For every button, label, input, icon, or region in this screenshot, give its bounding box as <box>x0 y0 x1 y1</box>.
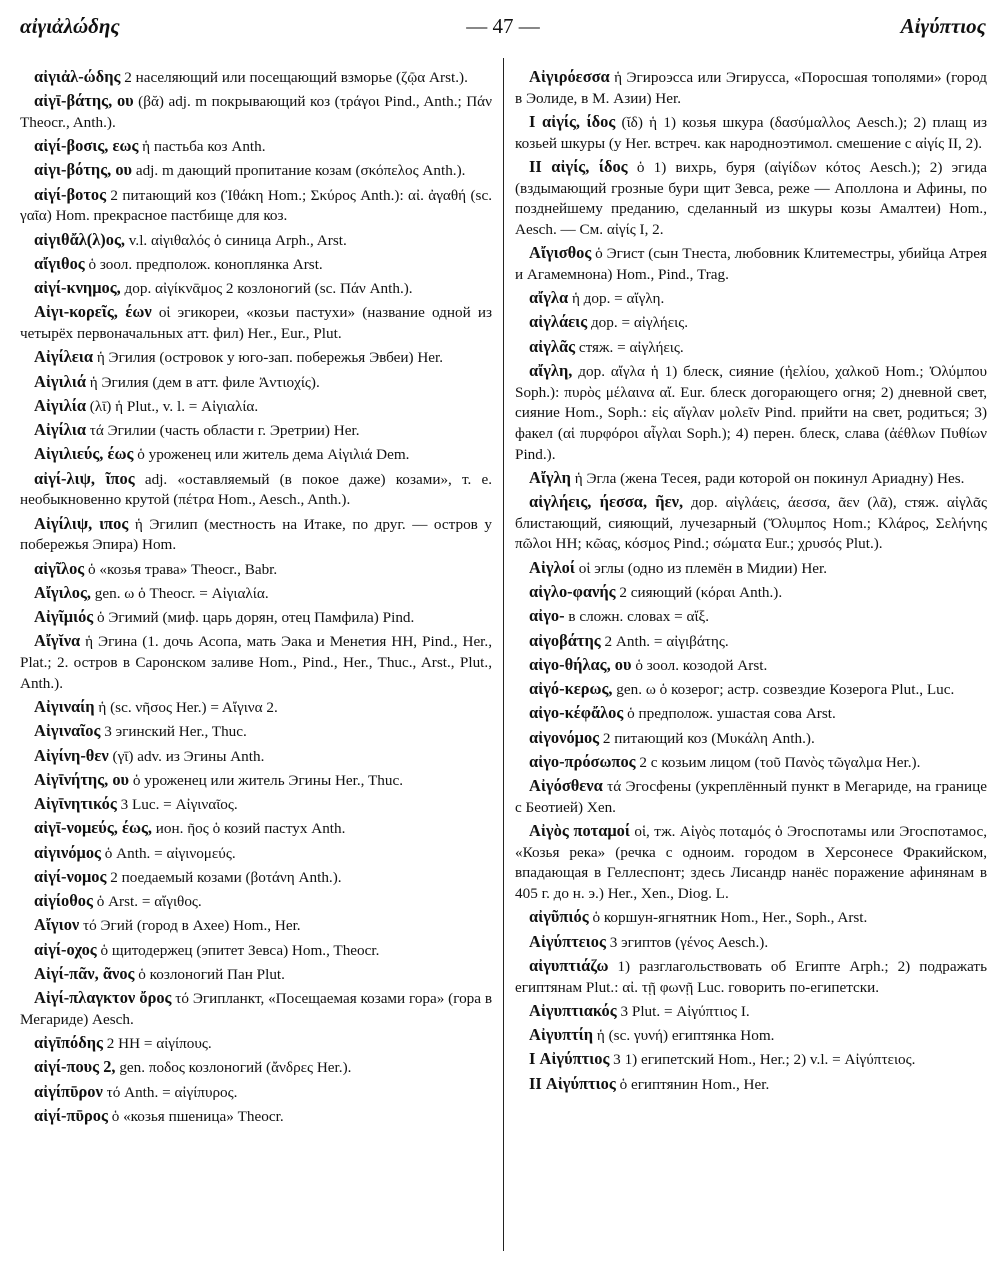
dictionary-entry <box>20 630 492 694</box>
entry-headword: αἰγλήεις, ήεσσα, ῆεν, <box>529 492 684 512</box>
entry-definition: дор. = αἰγλήεις. <box>587 314 689 332</box>
entry-headword: Αἰγίνη-θεν <box>34 745 109 765</box>
dictionary-entry <box>515 751 987 774</box>
dictionary-entry <box>515 702 987 725</box>
entry-definition: ὁ предполож. ушастая сова Arst. <box>623 705 836 723</box>
entry-definition: τό Эгипланкт, «Посещаемая козами гора» (гора в Мегариде) Aesch. <box>20 990 493 1028</box>
entry-definition: ὁ коршун-ягнятник Hom., Her., Soph., Arst. <box>588 909 868 927</box>
entry-definition: τό Anth. = αἰγίπυρος. <box>102 1083 238 1101</box>
entry-headword: αἰγι-βότης, ου <box>34 160 133 180</box>
left-column <box>20 66 492 1129</box>
entry-definition: ἡ (sc. γυνή) египтянка Hom. <box>593 1027 775 1045</box>
entry-headword: αἰγονόμος <box>529 727 600 747</box>
dictionary-entry <box>20 277 492 300</box>
dictionary-entry <box>20 817 492 840</box>
entry-definition: 2 с козьим лицом (τοῦ Πανὸς τῶγαλμα Her.). <box>635 753 921 771</box>
entry-definition: ἡ (sc. νῆσος Her.) = Αἴγινα 2. <box>94 699 278 717</box>
dictionary-entry <box>20 939 492 962</box>
entry-definition: 2 HH = αἰγίπους. <box>102 1035 212 1053</box>
entry-headword: αἰγῖλος <box>34 558 85 578</box>
entry-headword: αἰγινόμος <box>34 842 101 862</box>
dictionary-entry <box>515 311 987 334</box>
dictionary-entry <box>20 1081 492 1104</box>
entry-definition: τό Эгий (город в Ахее) Hom., Her. <box>79 917 301 935</box>
entry-definition: adj. m дающий пропитание козам (σκόπελος Anth.). <box>132 162 466 180</box>
entry-headword: Αἰγιλιά <box>34 371 86 391</box>
entry-headword: αἰγιἀλ-ώδης <box>34 67 121 86</box>
entry-definition: ἡ Эгла (жена Тесея, ради которой он покинул Ариадну) Hes. <box>571 469 965 487</box>
header-left-guideword: αἰγιἀλώδης <box>20 14 120 38</box>
entry-headword: Αἰγῖμιός <box>34 607 94 627</box>
entry-definition: v.l. αἰγιθαλός ὁ синица Arph., Arst. <box>125 231 347 249</box>
entry-definition: 3 Plut. = Αἰγύπτιος I. <box>616 1002 750 1020</box>
entry-headword: II αἰγίς, ίδος <box>529 156 628 176</box>
entry-headword: Αἰγυπτιακός <box>529 1000 617 1020</box>
page-number: — 47 — <box>466 14 540 38</box>
entry-headword: Αἰγλοί <box>529 557 575 577</box>
entry-definition: дор. αἰγίκνᾱμος 2 козлоногий (sc. Πάν Anth.). <box>120 280 413 298</box>
entry-definition: (λῑ) ἡ Plut., v. l. = Αἰγιαλία. <box>86 397 259 415</box>
dictionary-entry <box>515 242 987 285</box>
entry-headword: Αἰγίλιψ, ιπος <box>34 513 129 533</box>
entry-definition: ἡ дор. = αἴγλη. <box>568 290 665 308</box>
entry-headword: αἰγί-βοσις, εως <box>34 136 139 156</box>
entry-headword: αἰγῑ-βάτης, ου <box>34 91 134 111</box>
entry-headword: Αἰγύπτειος <box>529 931 606 951</box>
dictionary-entry <box>515 581 987 604</box>
entry-definition: ἡ Эгилия (островок у юго-зап. побережья Эвбеи) Her. <box>93 349 444 367</box>
entry-headword: Αἰγιλιεύς, έως <box>34 444 134 464</box>
entry-headword: αἰγο-πρόσωπος <box>529 751 636 771</box>
dictionary-entry <box>515 111 987 154</box>
dictionary-entry <box>20 914 492 937</box>
dictionary-entry <box>515 727 987 750</box>
entry-headword: αἰγί-κνημος, <box>34 278 121 298</box>
dictionary-entry <box>515 491 987 555</box>
entry-headword: αἴγλα <box>529 288 569 308</box>
entry-headword: αἰγιθἄλ(λ)ος, <box>34 229 125 249</box>
dictionary-entry <box>20 963 492 986</box>
entry-headword: Αἰγόσθενα <box>529 776 603 796</box>
dictionary-entry <box>20 1056 492 1079</box>
entry-definition: в сложн. словах = αἴξ. <box>564 608 710 626</box>
dictionary-entry <box>20 866 492 889</box>
dictionary-entry <box>20 90 492 133</box>
entry-definition: ἡ пастьба коз Anth. <box>138 138 266 156</box>
entry-headword: αἰγο-θήλας, ου <box>529 654 632 674</box>
dictionary-entry <box>515 955 987 998</box>
entry-headword: Αἴγῐνα <box>34 631 81 651</box>
dictionary-entry <box>515 906 987 929</box>
entry-definition: gen. ω ὁ Theocr. = Αἰγιαλία. <box>90 584 269 602</box>
dictionary-entry <box>515 467 987 490</box>
dictionary-entry <box>515 630 987 653</box>
dictionary-entry <box>20 513 492 556</box>
entry-headword: αἰγλᾶς <box>529 336 576 356</box>
entry-definition: gen. ω ὁ козерог; астр. созвездие Козерога Plut., Luc. <box>612 681 955 699</box>
entry-headword: Αἰγιρόεσσα <box>529 67 610 86</box>
entry-definition: 3 1) египетский Hom., Her.; 2) v.l. = Αἰγύπτειος. <box>609 1051 916 1069</box>
dictionary-entry <box>20 582 492 605</box>
column-divider <box>503 58 504 1251</box>
entry-headword: αἰγυπτιάζω <box>529 955 609 975</box>
entry-headword: Αἴγιλος, <box>34 582 91 602</box>
entry-headword: Αἰγιλία <box>34 395 86 415</box>
dictionary-entry <box>515 156 987 241</box>
entry-headword: Αἰγίλια <box>34 420 86 440</box>
entry-definition: ὁ Эгист (сын Тнеста, любовник Клитеместры, убийца Атрея и Агамемнона) Hom., Pind., Trag. <box>515 245 987 283</box>
entry-definition: ὁ «козья пшеница» Theocr. <box>107 1107 284 1125</box>
dictionary-entry <box>20 558 492 581</box>
dictionary-entry <box>20 745 492 768</box>
dictionary-entry <box>20 66 492 89</box>
entry-definition: 3 эгиптов (γένος Aesch.). <box>605 933 769 951</box>
entry-headword: αἰγοβάτης <box>529 630 601 650</box>
entry-definition: ἡ Эгилия (дем в атт. филе Ἀντιοχίς). <box>86 373 320 391</box>
entry-headword: αἰγί-βοτος <box>34 184 107 204</box>
dictionary-entry <box>20 842 492 865</box>
entry-definition: ὁ зоол. предполож. коноплянка Arst. <box>84 255 323 273</box>
entry-definition: οἱ, тж. Αἰγὸς ποταμός ὁ Эгоспотамы или Эгоспотамос, «Козья река» (речка с одноим. городом в Херсонесе Фракийском, впадающая в Геллеспонт; здесь Лисандр нанёс поражение афинянам в 405 г. до н. э.) Her., Xen., Diog. L. <box>515 823 987 903</box>
dictionary-entry <box>515 775 987 818</box>
dictionary-entry <box>515 1048 987 1071</box>
dictionary-entry <box>20 696 492 719</box>
entry-headword: Αἰγυπτίη <box>529 1025 594 1045</box>
entry-headword: Αἰγίλεια <box>34 347 94 367</box>
dictionary-entry <box>515 360 987 465</box>
entry-headword: αἰγλάεις <box>529 312 588 332</box>
dictionary-entry <box>20 229 492 252</box>
dictionary-entry <box>20 890 492 913</box>
entry-headword: Αἰγῑνητικός <box>34 794 117 814</box>
entry-definition: ἡ Эгилип (местность на Итаке, по друг. — остров у побережья Эпира) Hom. <box>20 515 492 554</box>
dictionary-entry <box>20 419 492 442</box>
dictionary-entry <box>20 769 492 792</box>
entry-headword: αἰγό-κερως, <box>529 679 613 699</box>
entry-definition: τά Эгилии (часть области г. Эретрии) Her. <box>86 422 360 440</box>
entry-definition: ὁ Anth. = αἰγινομεύς. <box>100 844 236 862</box>
entry-headword: αἰγίπῡρον <box>34 1081 103 1101</box>
entry-definition: ὁ «козья трава» Theocr., Babr. <box>84 560 278 578</box>
dictionary-entry <box>515 1024 987 1047</box>
entry-definition: ὁ Эгимий (миф. царь дорян, отец Памфила) Pind. <box>93 609 415 627</box>
entry-definition: (γῑ) adv. из Эгины Anth. <box>108 747 265 765</box>
entry-headword: Αἰγί-πᾶν, ᾶνος <box>34 963 135 983</box>
entry-definition: οἱ эгикореи, «козьи пастухи» (название одной из четырёх первоначальных атт. фил) Her., Eur., Plut. <box>20 304 492 343</box>
right-column <box>515 66 987 1097</box>
entry-definition: ὁ Arst. = αἴγιθος. <box>92 893 202 911</box>
entry-definition: ὁ щитодержец (эпитет Зевса) Hom., Theocr. <box>96 941 380 959</box>
entry-headword: αἴγιθος <box>34 253 85 273</box>
entry-definition: (ῐδ) ἡ 1) козья шкура (δασύμαλλος Aesch.); 2) плащ из козьей шкуры (у Her. встреч. как народноэтимол. смешение с αἰγίς II, 2). <box>515 113 987 152</box>
entry-headword: Αἰγὸς ποταμοί <box>529 821 630 841</box>
entry-headword: αἰγῑ-νομεύς, έως, <box>34 818 152 838</box>
entry-headword: I Αἰγύπτιος <box>529 1049 610 1069</box>
entry-definition: 2 населяющий или посещающий взморье (ζῷα Arst.). <box>120 69 468 86</box>
dictionary-entry <box>20 987 492 1030</box>
entry-definition: ὁ египтянин Hom., Her. <box>615 1075 770 1093</box>
dictionary-entry <box>20 720 492 743</box>
entry-headword: αἰγο- <box>529 606 565 626</box>
entry-definition: 1) разглагольствовать об Египте Arph.; 2) подражать египтянам Plut.: αἰ. τῇ φωνῇ Luc. говорить по-египетски. <box>515 957 987 996</box>
entry-headword: Αἰγιναῖος <box>34 721 101 741</box>
dictionary-entry <box>20 793 492 816</box>
entry-headword: αἰγῑπόδης <box>34 1033 103 1053</box>
entry-definition: (βᾰ) adj. m покрывающий коз (τράγοι Pind., Anth.; Πάν Theocr., Anth.). <box>20 93 492 131</box>
entry-definition: ион. ῆος ὁ козий пастух Anth. <box>151 820 346 838</box>
dictionary-entry <box>515 66 987 109</box>
dictionary-entry <box>515 678 987 701</box>
dictionary-entry <box>20 1032 492 1055</box>
entry-headword: Αἰγῑνήτης, ου <box>34 769 130 789</box>
entry-headword: II Αἰγύπτιος <box>529 1073 616 1093</box>
entry-definition: 2 питающий коз (Μυκάλη Anth.). <box>599 729 815 747</box>
entry-definition: ὁ козлоногий Пан Plut. <box>134 965 285 983</box>
entry-definition: 2 сияющий (κόραι Anth.). <box>615 583 783 601</box>
entry-headword: Αἴγλη <box>529 467 571 487</box>
dictionary-entry <box>515 820 987 905</box>
dictionary-entry <box>515 605 987 628</box>
dictionary-entry <box>20 159 492 182</box>
entry-definition: ὁ зоол. козодой Arst. <box>631 656 768 674</box>
dictionary-entry <box>20 443 492 466</box>
entry-definition: τά Эгосфены (укреплённый пункт в Мегариде, на границе с Беотией) Xen. <box>515 778 987 816</box>
entry-definition: стяж. = αἰγλήεις. <box>575 338 684 356</box>
dictionary-entry <box>515 1000 987 1023</box>
entry-headword: αἰγί-πους 2, <box>34 1057 116 1077</box>
entry-headword: αἰγί-λιψ, ῖπος <box>34 468 135 488</box>
entry-headword: Αἴγιον <box>34 915 80 935</box>
entry-definition: дор. αἰγλάεις, άεσσα, ᾶεν (λᾶ), стяж. αἰγλᾶς блистающий, сияющий, лучезарный (Ὄλυμπος Hom.; Κλάρος, Σελήνης πῶλοι HH; κῶας, κόσμος Pind.; σώματα Eur.; χρυσός Plut.). <box>515 494 987 553</box>
entry-definition: 2 питающий коз (Ἰθάκη Hom.; Σκύρος Anth.): αἰ. ἀγαθή (sc. γαῖα) Hom. прекрасное пастбище для коз. <box>20 186 492 225</box>
dictionary-entry <box>20 606 492 629</box>
entry-definition: ὁ уроженец или житель Эгины Her., Thuc. <box>129 771 403 789</box>
dictionary-entry <box>515 287 987 310</box>
entry-definition: ὁ 1) вихрь, буря (αἰγίδων κότος Aesch.); 2) эгида (вздымающий грозные бури щит Зевса, реже — Аполлона и Афины, по позднейшему преданию, сделанный из шкуры козы Амалтеи) Hom., Aesch. — См. αἰγίς I, 2. <box>515 158 987 238</box>
dictionary-entry <box>515 931 987 954</box>
dictionary-entry <box>20 468 492 511</box>
header-right-guideword: Αἰγύπτιος <box>900 14 986 38</box>
entry-definition: gen. ποδος козлоногий (ἄνδρες Her.). <box>115 1059 352 1077</box>
entry-definition: adj. «оставляемый (в покое даже) козами», т. е. необыкновенно крутой (πέτρα Hom., Aesch., Anth.). <box>20 470 492 509</box>
dictionary-entry <box>20 184 492 227</box>
entry-definition: ἡ Эгина (1. дочь Асопа, мать Эака и Менетия HH, Pind., Her., Plat.; 2. остров в Саронском заливе Hom., Pind., Her., Thuc., Arst., Plut., Anth.). <box>20 633 492 692</box>
running-header <box>20 14 986 44</box>
entry-headword: αἰγί-νομος <box>34 866 107 886</box>
entry-headword: I αἰγίς, ίδος <box>529 111 616 131</box>
entry-headword: αἰγλο-φανής <box>529 581 616 601</box>
dictionary-entry <box>515 557 987 580</box>
dictionary-entry <box>20 301 492 344</box>
entry-headword: αἰγῦπιός <box>529 907 589 927</box>
entry-headword: αἰγί-πῡρος <box>34 1105 108 1125</box>
entry-definition: οἱ эглы (одно из племён в Мидии) Her. <box>574 559 828 577</box>
entry-headword: Αἰγιναίη <box>34 697 95 717</box>
dictionary-entry <box>20 395 492 418</box>
entry-headword: αἰγο-κέφἄλος <box>529 703 624 723</box>
dictionary-entry <box>20 346 492 369</box>
entry-definition: 3 Luc. = Αἰγιναῖος. <box>116 796 238 814</box>
entry-definition: 3 эгинский Her., Thuc. <box>100 723 247 741</box>
dictionary-entry <box>20 371 492 394</box>
dictionary-entry <box>20 135 492 158</box>
entry-headword: Αἰγι-κορεῖς, έων <box>34 302 152 322</box>
entry-definition: дор. αἴγλα ἡ 1) блеск, сияние (ἠελίου, χαλκοῦ Hom.; Ὀλύμπου Soph.): πυρὸς μέλαινα αἴ. Eur. блеск догорающего огня; 2) дневной свет, сияние Hom., Soph.: εἰς αἴγλαν μολεῖν Pind. прийти на свет, родиться; 3) факел (αἱ πυρφόροι αἶγλαι Soph.); 4) перен. блеск, слава (ἀέθλων Πυθίων Pind.). <box>515 362 987 463</box>
dictionary-entry <box>515 336 987 359</box>
dictionary-entry <box>515 1073 987 1096</box>
entry-definition: ὁ уроженец или житель дема Αἰγιλιά Dem. <box>133 446 410 464</box>
dictionary-entry <box>515 654 987 677</box>
entry-definition: 2 Anth. = αἰγιβάτης. <box>600 632 729 650</box>
entry-headword: Αἰγί-πλαγκτον ὄρος <box>34 988 172 1008</box>
dictionary-entry <box>20 253 492 276</box>
entry-headword: αἴγλη, <box>529 360 573 380</box>
entry-definition: 2 поедаемый козами (βοτάνη Anth.). <box>106 868 342 886</box>
entry-definition: ἡ Эгироэсса или Эгирусса, «Поросшая тополями» (город в Эолиде, в М. Азии) Her. <box>515 69 987 107</box>
entry-headword: Αἴγισθος <box>529 243 592 263</box>
entry-headword: αἰγί-οχος <box>34 939 97 959</box>
entry-headword: αἰγίοθος <box>34 891 93 911</box>
dictionary-entry <box>20 1105 492 1128</box>
